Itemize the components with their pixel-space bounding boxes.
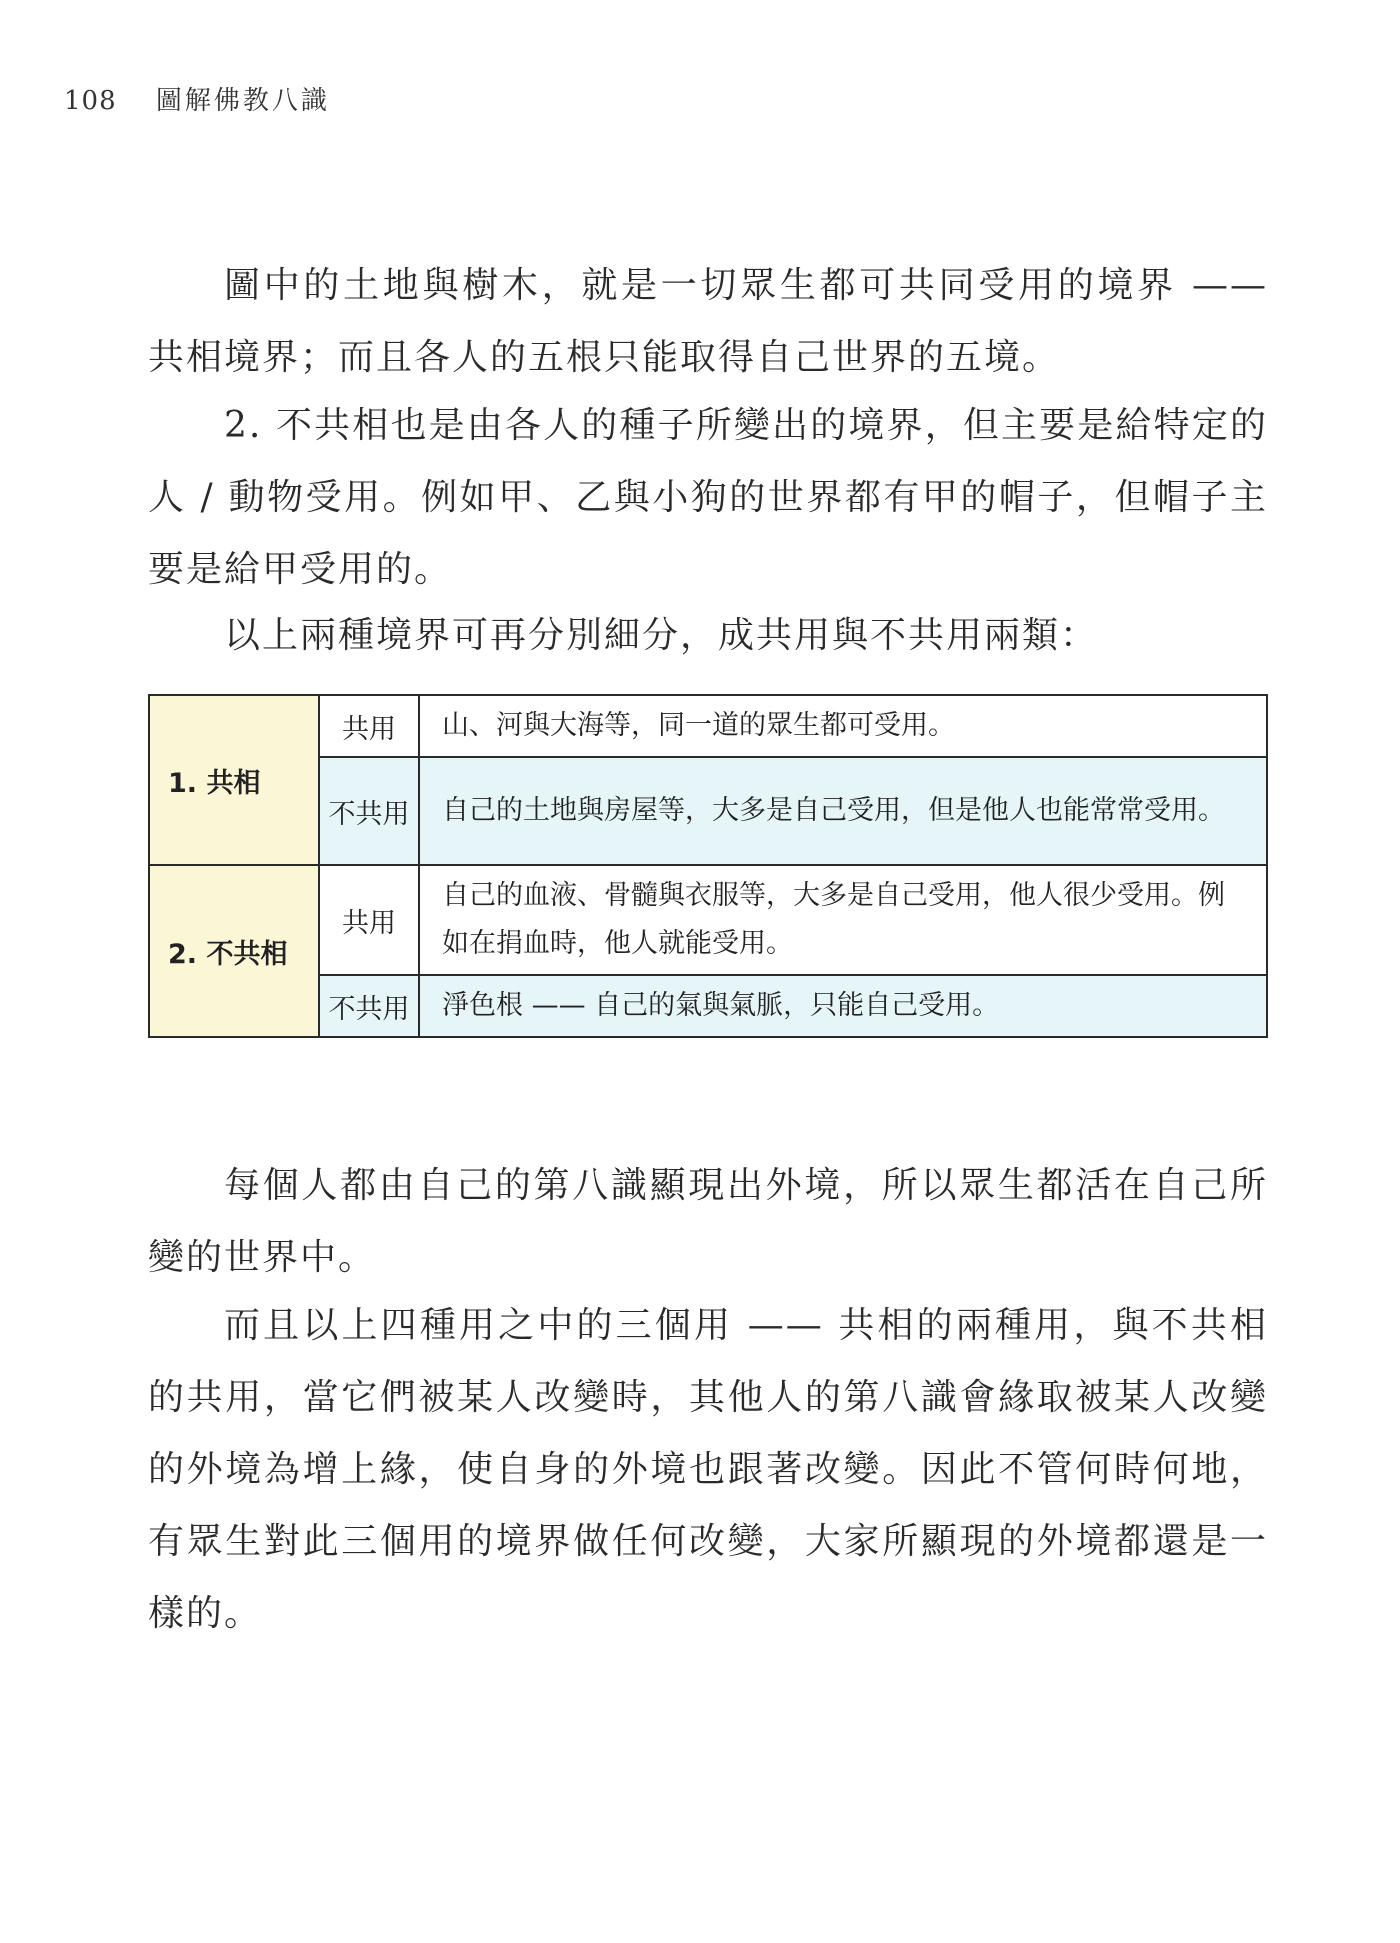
sub-cell: 不共用 [319,757,419,865]
sub-cell: 不共用 [319,975,419,1037]
sub-cell: 共用 [319,695,419,757]
page-number: 108 [64,86,117,116]
description-cell: 自己的血液、骨髓與衣服等，大多是自己受用，他人很少受用。例如在捐血時，他人就能受用。 [419,865,1267,975]
description-cell: 山、河與大海等，同一道的眾生都可受用。 [419,695,1267,757]
description-cell: 自己的土地與房屋等，大多是自己受用，但是他人也能常常受用。 [419,757,1267,865]
page-header [64,80,330,117]
category-cell-common: 1. 共相 [149,695,319,865]
sub-cell: 共用 [319,865,419,975]
paragraph-eighth-consciousness: 每個人都由自己的第八識顯現出外境，所以眾生都活在自己所變的世界中。 [148,1165,1268,1278]
paragraph-non-common-realm: 2. 不共相也是由各人的種子所變出的境界，但主要是給特定的人 / 動物受用。例如甲、乙與小狗的世界都有甲的帽子，但帽子主要是給甲受用的。 [148,405,1268,590]
paragraph-table-intro: 以上兩種境界可再分別細分，成共用與不共用兩類： [224,615,1099,656]
book-title: 圖解佛教八識 [155,86,330,116]
table-row [149,865,1267,975]
paragraph-three-uses: 而且以上四種用之中的三個用 —— 共相的兩種用，與不共相的共用，當它們被某人改變時，其他人的第八識會緣取被某人改變的外境為增上緣，使自身的外境也跟著改變。因此不管何時何地，有眾生對此三個用的境界做任何改變，大家所顯現的外境都還是一樣的。 [148,1305,1268,1634]
table-row [149,695,1267,757]
description-cell: 淨色根 —— 自己的氣與氣脈，只能自己受用。 [419,975,1267,1037]
classification-table [148,694,1268,1038]
category-cell-non-common: 2. 不共相 [149,865,319,1037]
paragraph-common-realm: 圖中的土地與樹木，就是一切眾生都可共同受用的境界 —— 共相境界；而且各人的五根只能取得自己世界的五境。 [148,265,1268,378]
